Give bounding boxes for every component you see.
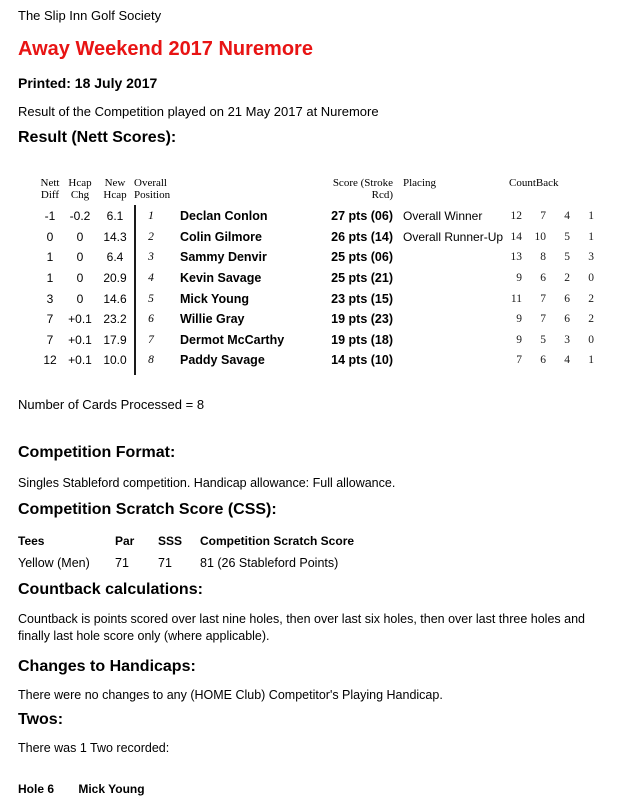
nett-diff-value: 1 xyxy=(46,271,54,286)
col-header-new-hcap: New Hcap xyxy=(103,177,127,201)
hcap-chg-value: +0.1 xyxy=(68,353,92,368)
society-name: The Slip Inn Golf Society xyxy=(18,8,162,23)
table-row xyxy=(36,206,623,227)
player-name: Sammy Denvir xyxy=(180,250,267,265)
results-table-header xyxy=(36,177,623,201)
countback-value: 5 xyxy=(564,230,570,243)
position-value: 7 xyxy=(148,333,154,346)
player-name: Paddy Savage xyxy=(180,353,265,368)
new-hcap-value: 23.2 xyxy=(103,312,127,327)
position-value: 2 xyxy=(148,230,154,243)
table-row xyxy=(36,309,623,330)
cards-processed: Number of Cards Processed = 8 xyxy=(18,396,205,412)
nett-diff-value: 7 xyxy=(46,332,54,347)
hcap-chg-value: 0 xyxy=(76,271,84,286)
countback-value: 14 xyxy=(510,230,522,243)
countback-value: 7 xyxy=(516,354,522,367)
countback-value: 4 xyxy=(564,354,570,367)
countback-value: 0 xyxy=(588,333,594,346)
col-header-nett-diff: Nett Diff xyxy=(40,177,60,201)
countback-value: 6 xyxy=(540,354,546,367)
handicaps-heading: Changes to Handicaps: xyxy=(18,657,196,675)
position-value: 5 xyxy=(148,292,154,305)
countback-value: 6 xyxy=(564,292,570,305)
score-value: 25 pts (21) xyxy=(331,271,393,286)
new-hcap-value: 10.0 xyxy=(103,353,127,368)
countback-text: Countback is points scored over last nine holes, then over last six holes, then over last three holes and finally last hole score only (where applicable). xyxy=(18,611,585,643)
countback-value: 7 xyxy=(540,313,546,326)
new-hcap-value: 17.9 xyxy=(103,332,127,347)
countback-value: 1 xyxy=(588,210,594,223)
nett-diff-value: 7 xyxy=(46,312,54,327)
countback-value: 1 xyxy=(588,230,594,243)
player-name: Dermot McCarthy xyxy=(180,332,285,347)
countback-value: 5 xyxy=(564,251,570,264)
new-hcap-value: 14.3 xyxy=(103,229,127,244)
col-header-hcap-chg: Hcap Chg xyxy=(68,177,92,201)
css-value: 81 (26 Stableford Points) xyxy=(200,555,339,570)
nett-diff-value: 3 xyxy=(46,291,54,306)
two-record xyxy=(18,782,623,796)
css-table-row xyxy=(18,552,623,574)
table-row xyxy=(36,350,623,371)
col-header-name-spacer xyxy=(168,177,313,201)
countback-heading: Countback calculations: xyxy=(18,580,203,598)
hcap-chg-value: +0.1 xyxy=(68,312,92,327)
placing-value: Overall Winner xyxy=(403,209,483,224)
table-row xyxy=(36,268,623,289)
format-heading: Competition Format: xyxy=(18,443,176,461)
table-divider xyxy=(134,205,136,375)
new-hcap-value: 6.1 xyxy=(106,209,124,224)
score-value: 27 pts (06) xyxy=(331,209,393,224)
table-row xyxy=(36,247,623,268)
countback-value: 8 xyxy=(540,251,546,264)
nett-diff-value: 1 xyxy=(46,250,54,265)
countback-value: 2 xyxy=(588,292,594,305)
hcap-chg-value: +0.1 xyxy=(68,332,92,347)
new-hcap-value: 6.4 xyxy=(106,250,124,265)
countback-value: 2 xyxy=(588,313,594,326)
table-row xyxy=(36,330,623,351)
placing-value: Overall Runner-Up xyxy=(403,229,504,244)
score-value: 25 pts (06) xyxy=(331,250,393,265)
countback-value: 6 xyxy=(540,272,546,285)
new-hcap-value: 14.6 xyxy=(103,291,127,306)
col-header-par: Par xyxy=(115,533,135,548)
event-title: Away Weekend 2017 Nuremore xyxy=(18,38,313,60)
countback-value: 9 xyxy=(516,333,522,346)
twos-heading: Twos: xyxy=(18,710,64,728)
twos-text: There was 1 Two recorded: xyxy=(18,740,170,755)
player-name: Willie Gray xyxy=(180,312,245,327)
player-name: Mick Young xyxy=(180,291,249,306)
nett-diff-value: 0 xyxy=(46,229,54,244)
two-hole: Hole 6 xyxy=(18,781,55,796)
table-row xyxy=(36,227,623,248)
countback-value: 12 xyxy=(510,210,522,223)
nett-diff-value: -1 xyxy=(44,209,56,224)
result-heading: Result (Nett Scores): xyxy=(18,129,177,146)
col-header-sss: SSS xyxy=(158,533,183,548)
new-hcap-value: 20.9 xyxy=(103,271,127,286)
hcap-chg-value: 0 xyxy=(76,250,84,265)
results-table xyxy=(36,177,623,371)
col-header-countback: CountBack xyxy=(509,177,559,189)
player-name: Declan Conlon xyxy=(180,209,268,224)
col-header-placing: Placing xyxy=(403,177,436,189)
score-value: 19 pts (23) xyxy=(331,312,393,327)
col-header-overall-position: Overall Position xyxy=(134,177,171,201)
css-heading: Competition Scratch Score (CSS): xyxy=(18,500,277,518)
nett-diff-value: 12 xyxy=(43,353,57,368)
competition-info: Result of the Competition played on 21 May 2017 at Nuremore xyxy=(18,104,379,119)
countback-value: 3 xyxy=(588,251,594,264)
countback-value: 4 xyxy=(564,210,570,223)
score-value: 26 pts (14) xyxy=(331,229,393,244)
table-row xyxy=(36,288,623,309)
col-header-css: Competition Scratch Score xyxy=(200,533,355,548)
player-name: Colin Gilmore xyxy=(180,229,262,244)
countback-value: 0 xyxy=(588,272,594,285)
countback-value: 13 xyxy=(510,251,522,264)
countback-value: 7 xyxy=(540,292,546,305)
col-header-tees: Tees xyxy=(18,533,45,548)
countback-value: 9 xyxy=(516,272,522,285)
position-value: 6 xyxy=(148,313,154,326)
position-value: 3 xyxy=(148,251,154,264)
col-header-score: Score (Stroke Rcd) xyxy=(332,177,393,201)
countback-value: 3 xyxy=(564,333,570,346)
two-player: Mick Young xyxy=(78,781,145,796)
sss-value: 71 xyxy=(158,555,172,570)
par-value: 71 xyxy=(115,555,129,570)
score-value: 19 pts (18) xyxy=(331,332,393,347)
player-name: Kevin Savage xyxy=(180,271,262,286)
hcap-chg-value: 0 xyxy=(76,229,84,244)
position-value: 8 xyxy=(148,354,154,367)
position-value: 1 xyxy=(148,210,154,223)
css-table-header xyxy=(18,530,623,552)
css-table xyxy=(18,530,623,574)
handicaps-text: There were no changes to any (HOME Club) Competitor's Playing Handicap. xyxy=(18,687,443,702)
countback-value: 9 xyxy=(516,313,522,326)
tees-value: Yellow (Men) xyxy=(18,555,90,570)
countback-value: 6 xyxy=(564,313,570,326)
score-value: 14 pts (10) xyxy=(331,353,393,368)
countback-value: 5 xyxy=(540,333,546,346)
countback-value: 1 xyxy=(588,354,594,367)
results-table-rows xyxy=(36,206,623,371)
score-value: 23 pts (15) xyxy=(331,291,393,306)
position-value: 4 xyxy=(148,272,154,285)
countback-value: 7 xyxy=(540,210,546,223)
hcap-chg-value: 0 xyxy=(76,291,84,306)
format-text: Singles Stableford competition. Handicap allowance: Full allowance. xyxy=(18,475,396,490)
printed-date: Printed: 18 July 2017 xyxy=(18,75,158,91)
countback-value: 2 xyxy=(564,272,570,285)
hcap-chg-value: -0.2 xyxy=(69,209,91,224)
countback-value: 10 xyxy=(534,230,546,243)
countback-value: 11 xyxy=(510,292,522,305)
